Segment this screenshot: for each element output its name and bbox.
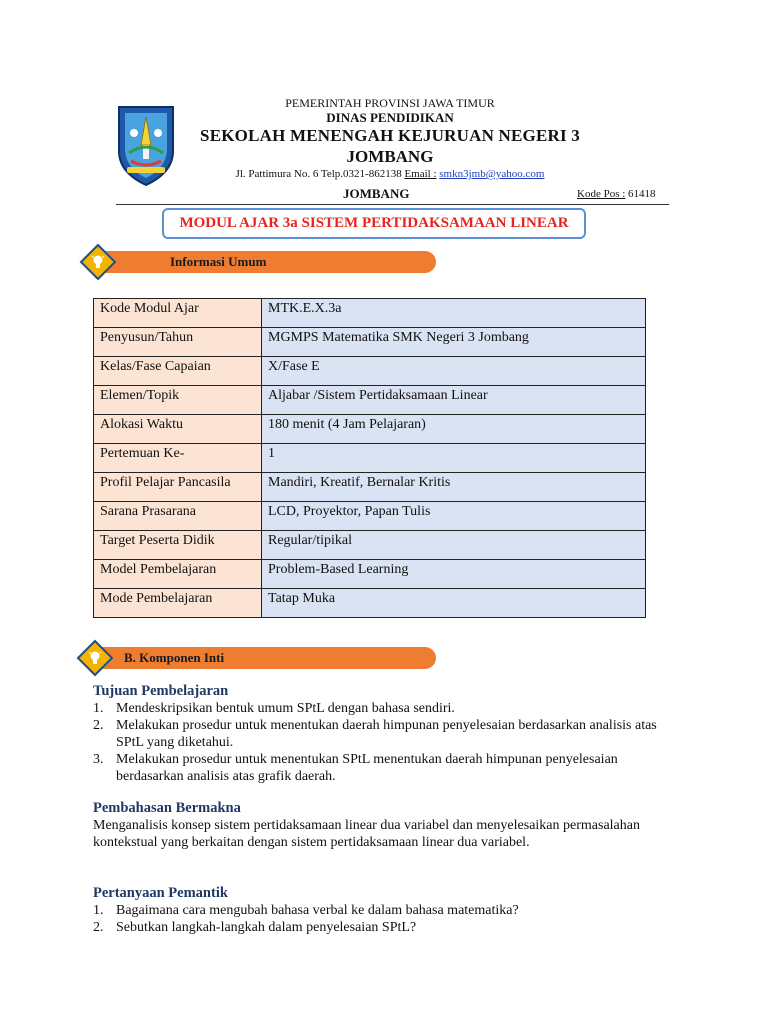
postal-label: Kode Pos :: [577, 188, 626, 200]
list-number: 2.: [93, 920, 104, 935]
pertanyaan-section: [93, 885, 683, 936]
row-value: MGMPS Matematika SMK Negeri 3 Jombang: [262, 328, 646, 357]
row-key: Penyusun/Tahun: [94, 328, 262, 357]
email-label: Email :: [404, 168, 437, 180]
government-line: PEMERINTAH PROVINSI JAWA TIMUR: [285, 96, 495, 110]
lightbulb-icon: [91, 254, 105, 270]
section-b-bar: [102, 647, 436, 669]
letterhead-city: JOMBANG: [343, 186, 410, 201]
table-row: [94, 473, 646, 502]
letterhead: [190, 96, 590, 182]
lightbulb-icon: [88, 650, 102, 666]
pertanyaan-list: [93, 902, 683, 936]
list-number: 3.: [93, 752, 104, 767]
jawa-timur-emblem-icon: [113, 103, 179, 187]
row-value: Regular/tipikal: [262, 531, 646, 560]
row-value: Mandiri, Kreatif, Bernalar Kritis: [262, 473, 646, 502]
row-key: Pertemuan Ke-: [94, 444, 262, 473]
table-row: [94, 531, 646, 560]
pembahasan-text: Menganalisis konsep sistem pertidaksamaan linear dua variabel dan menyelesaikan permasalahan kontekstual yang berkaitan dengan sistem pertidaksamaan linear dua variabel.: [93, 818, 640, 850]
postal-value: 61418: [628, 188, 656, 200]
section-a-bar: [102, 251, 436, 273]
table-row: [94, 502, 646, 531]
row-value: X/Fase E: [262, 357, 646, 386]
section-b-label: B. Komponen Inti: [124, 650, 225, 665]
address-text: Jl. Pattimura No. 6 Telp.0321-862138: [235, 168, 402, 180]
list-text: Sebutkan langkah-langkah dalam penyelesaian SPtL?: [116, 920, 417, 935]
row-key: Alokasi Waktu: [94, 415, 262, 444]
row-key: Model Pembelajaran: [94, 560, 262, 589]
info-table: [93, 298, 646, 618]
row-key: Elemen/Topik: [94, 386, 262, 415]
list-text: Melakukan prosedur untuk menentukan SPtL menentukan daerah himpunan penyelesaian berdasarkan analisis atas grafik daerah.: [116, 752, 618, 784]
table-row: [94, 357, 646, 386]
table-row: [94, 560, 646, 589]
tujuan-list: [93, 700, 683, 785]
table-row: [94, 328, 646, 357]
row-value: Tatap Muka: [262, 589, 646, 618]
list-text: Mendeskripsikan bentuk umum SPtL dengan bahasa sendiri.: [116, 701, 455, 716]
list-number: 1.: [93, 903, 104, 918]
list-item: [93, 902, 683, 919]
list-item: [93, 700, 683, 717]
table-row: [94, 386, 646, 415]
table-row: [94, 589, 646, 618]
row-value: LCD, Proyektor, Papan Tulis: [262, 502, 646, 531]
list-text: Melakukan prosedur untuk menentukan daerah himpunan penyelesaian berdasarkan analisis atas SPtL yang diketahui.: [116, 718, 657, 750]
row-value: Aljabar /Sistem Pertidaksamaan Linear: [262, 386, 646, 415]
email-link[interactable]: smkn3jmb@yahoo.com: [439, 168, 545, 180]
row-value: Problem-Based Learning: [262, 560, 646, 589]
row-value: MTK.E.X.3a: [262, 299, 646, 328]
table-row: [94, 299, 646, 328]
row-value: 180 menit (4 Jam Pelajaran): [262, 415, 646, 444]
section-a-header: [80, 245, 440, 279]
row-key: Profil Pelajar Pancasila: [94, 473, 262, 502]
row-key: Kelas/Fase Capaian: [94, 357, 262, 386]
tujuan-section: [93, 683, 683, 785]
tujuan-heading: Tujuan Pembelajaran: [93, 683, 229, 699]
section-a-label: Informasi Umum: [170, 254, 267, 269]
section-b-header: [80, 641, 440, 675]
row-key: Kode Modul Ajar: [94, 299, 262, 328]
letterhead-divider: [116, 204, 669, 205]
row-key: Sarana Prasarana: [94, 502, 262, 531]
school-city: JOMBANG: [346, 147, 434, 166]
school-address: [190, 167, 590, 182]
school-name: SEKOLAH MENENGAH KEJURUAN NEGERI 3: [200, 126, 580, 145]
pembahasan-heading: Pembahasan Bermakna: [93, 800, 241, 816]
list-number: 1.: [93, 701, 104, 716]
list-text: Bagaimana cara mengubah bahasa verbal ke dalam bahasa matematika?: [116, 903, 519, 918]
list-number: 2.: [93, 718, 104, 733]
postal-code: [577, 188, 656, 200]
table-row: [94, 415, 646, 444]
list-item: [93, 717, 683, 751]
pembahasan-section: [93, 800, 683, 851]
row-key: Mode Pembelajaran: [94, 589, 262, 618]
department-line: DINAS PENDIDIKAN: [326, 110, 454, 125]
list-item: [93, 751, 683, 785]
table-row: [94, 444, 646, 473]
module-title: MODUL AJAR 3a SISTEM PERTIDAKSAMAAN LINEAR: [162, 208, 586, 239]
row-key: Target Peserta Didik: [94, 531, 262, 560]
pertanyaan-heading: Pertanyaan Pemantik: [93, 885, 228, 901]
row-value: 1: [262, 444, 646, 473]
list-item: [93, 919, 683, 936]
